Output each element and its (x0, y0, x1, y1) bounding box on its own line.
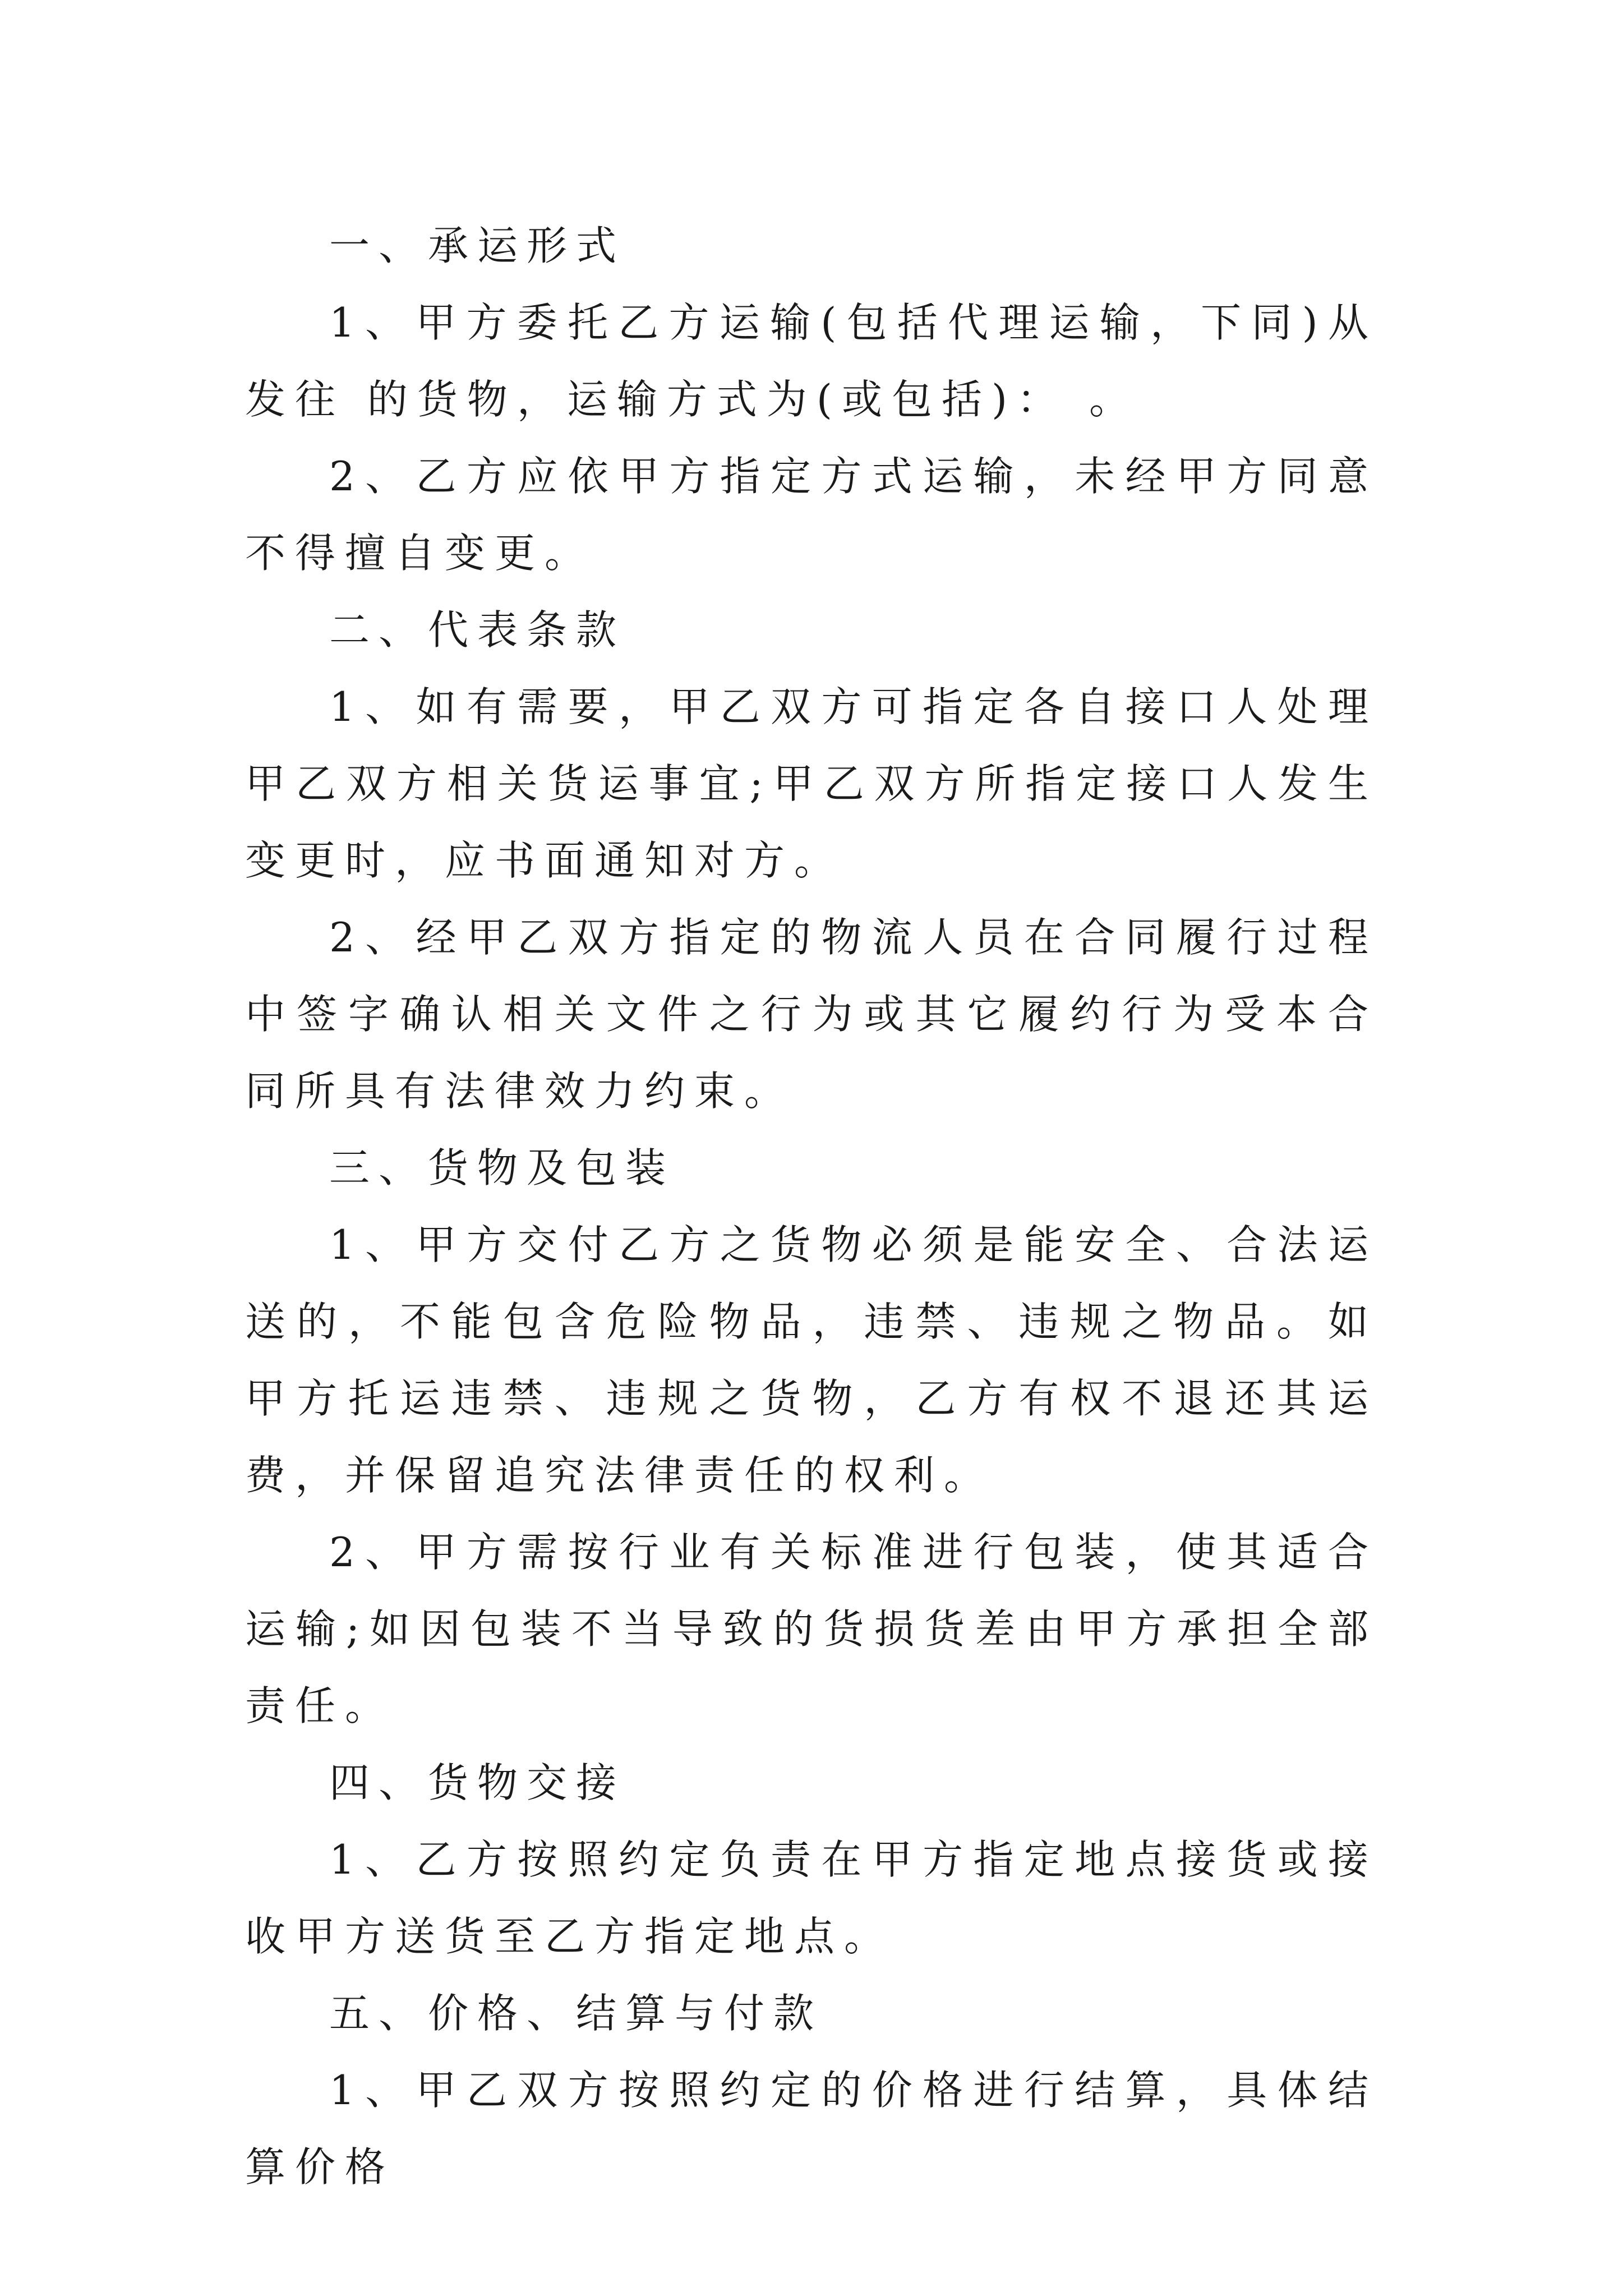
paragraph: 2、经甲乙双方指定的物流人员在合同履行过程中签字确认相关文件之行为或其它履约行为受本合同所具有法律效力约束。 (245, 914, 1378, 1115)
section-heading-3: 三、货物及包装 (329, 1144, 675, 1191)
section-heading-1: 一、承运形式 (329, 222, 626, 269)
paragraph: 1、甲方交付乙方之货物必须是能安全、合法运送的，不能包含危险物品，违禁、违规之物品。如甲方托运违禁、违规之货物，乙方有权不退还其运费，并保留追究法律责任的权利。 (245, 1221, 1378, 1499)
paragraph: 2、甲方需按行业有关标准进行包装，使其适合运输;如因包装不当导致的货损货差由甲方承担全部责任。 (245, 1529, 1378, 1729)
section-heading-5: 五、价格、结算与付款 (329, 1990, 823, 2037)
paragraph: 1、如有需要，甲乙双方可指定各自接口人处理甲乙双方相关货运事宜;甲乙双方所指定接口人发生变更时，应书面通知对方。 (245, 683, 1378, 884)
paragraph: 2、乙方应依甲方指定方式运输，未经甲方同意不得擅自变更。 (245, 453, 1378, 577)
section-heading-4: 四、货物交接 (329, 1759, 626, 1806)
paragraph: 1、甲乙双方按照约定的价格进行结算，具体结算价格 (245, 2067, 1378, 2191)
section-heading-2: 二、代表条款 (329, 606, 626, 654)
paragraph: 1、乙方按照约定负责在甲方指定地点接货或接收甲方送货至乙方指定地点。 (245, 1836, 1378, 1960)
paragraph: 1、甲方委托乙方运输(包括代理运输，下同)从 发往 的货物，运输方式为(或包括)： 。 (245, 299, 1378, 423)
document-body (245, 208, 1378, 2206)
